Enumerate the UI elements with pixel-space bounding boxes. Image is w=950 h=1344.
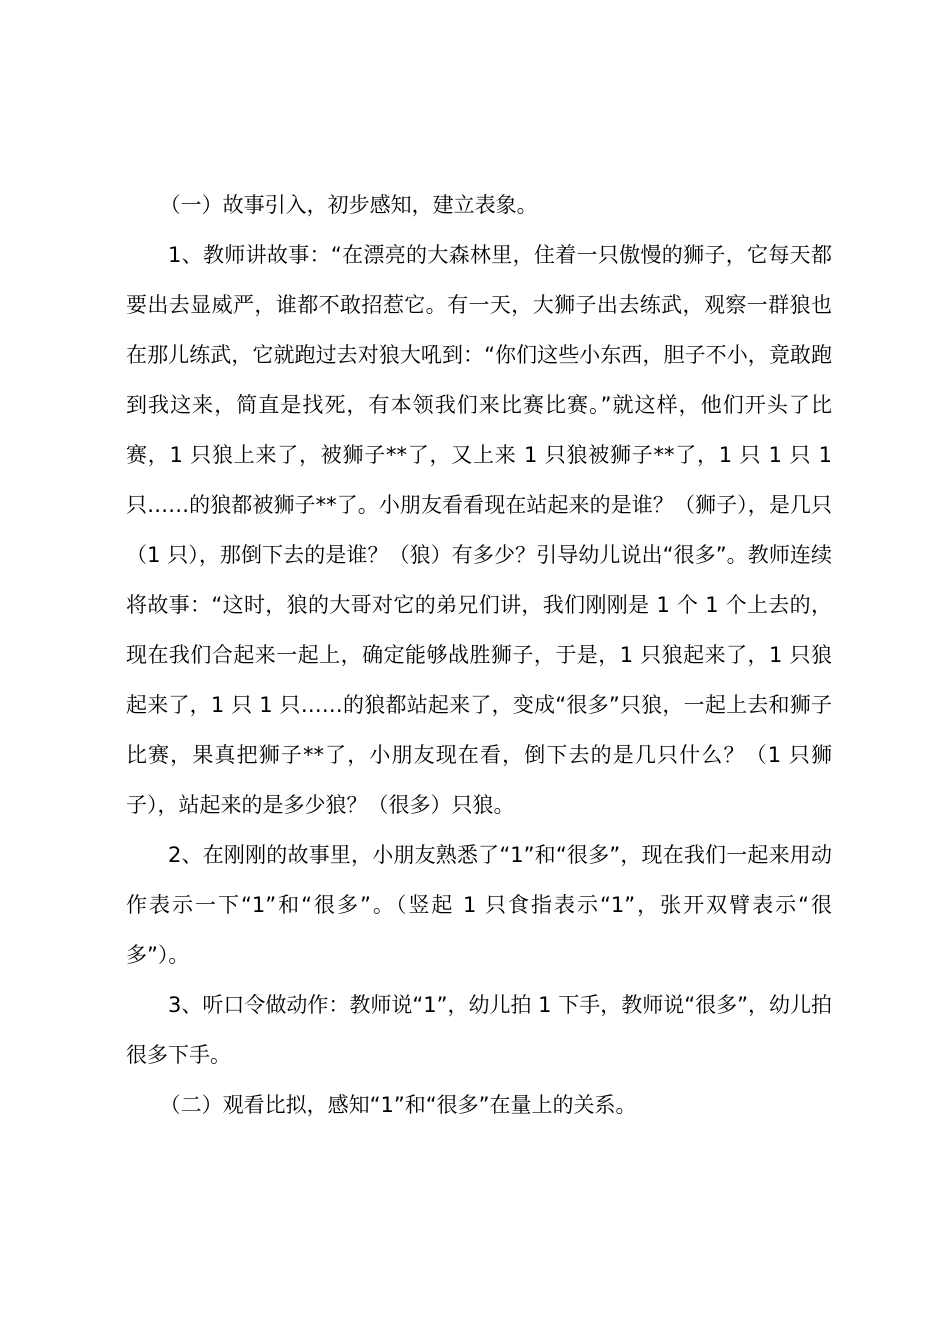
paragraph-story: 1、教师讲故事：“在漂亮的大森林里，住着一只傲慢的狮子，它每天都要出去显威严，谁都不敢招惹它。有一天，大狮子出去练武，观察一群狼也在那儿练武，它就跑过去对狼大吼到：“你们这些小东西，胆子不小，竟敢跑到我这来，简直是找死，有本领我们来比赛比赛。”就这样，他们开头了比赛，1 只狼上来了，被狮子**了，又上来 1 只狼被狮子**了，1 只 1 只 1 只……的狼都被狮子**了。小朋友看看现在站起来的是谁？（狮子），是几只（1 只），那倒下去的是谁？（狼）有多少？引导幼儿说出“很多”。教师连续将故事：“这时，狼的大哥对它的弟兄们讲，我们刚刚是 1 个 1 个上去的，现在我们合起来一起上，确定能够战胜狮子，于是，1 只狼起来了，1 只狼起来了，1 只 1 只……的狼都站起来了，变成“很多”只狼，一起上去和狮子比赛，果真把狮子**了，小朋友现在看，倒下去的是几只什么？（1 只狮子），站起来的是多少狼？（很多）只狼。 xyxy=(126,243,832,817)
document-body xyxy=(126,180,832,1130)
paragraph-commands: 3、听口令做动作：教师说“1”，幼儿拍 1 下手，教师说“很多”，幼儿拍很多下手。 xyxy=(126,993,832,1067)
section-heading-2: （二）观看比拟，感知“1”和“很多”在量上的关系。 xyxy=(159,1093,637,1117)
section-heading-1: （一）故事引入，初步感知，建立表象。 xyxy=(159,193,538,217)
paragraph-actions: 2、在刚刚的故事里，小朋友熟悉了“1”和“很多”，现在我们一起来用动作表示一下“1”和“很多”。（竖起 1 只食指表示“1”，张开双臂表示“很多”）。 xyxy=(126,843,832,967)
